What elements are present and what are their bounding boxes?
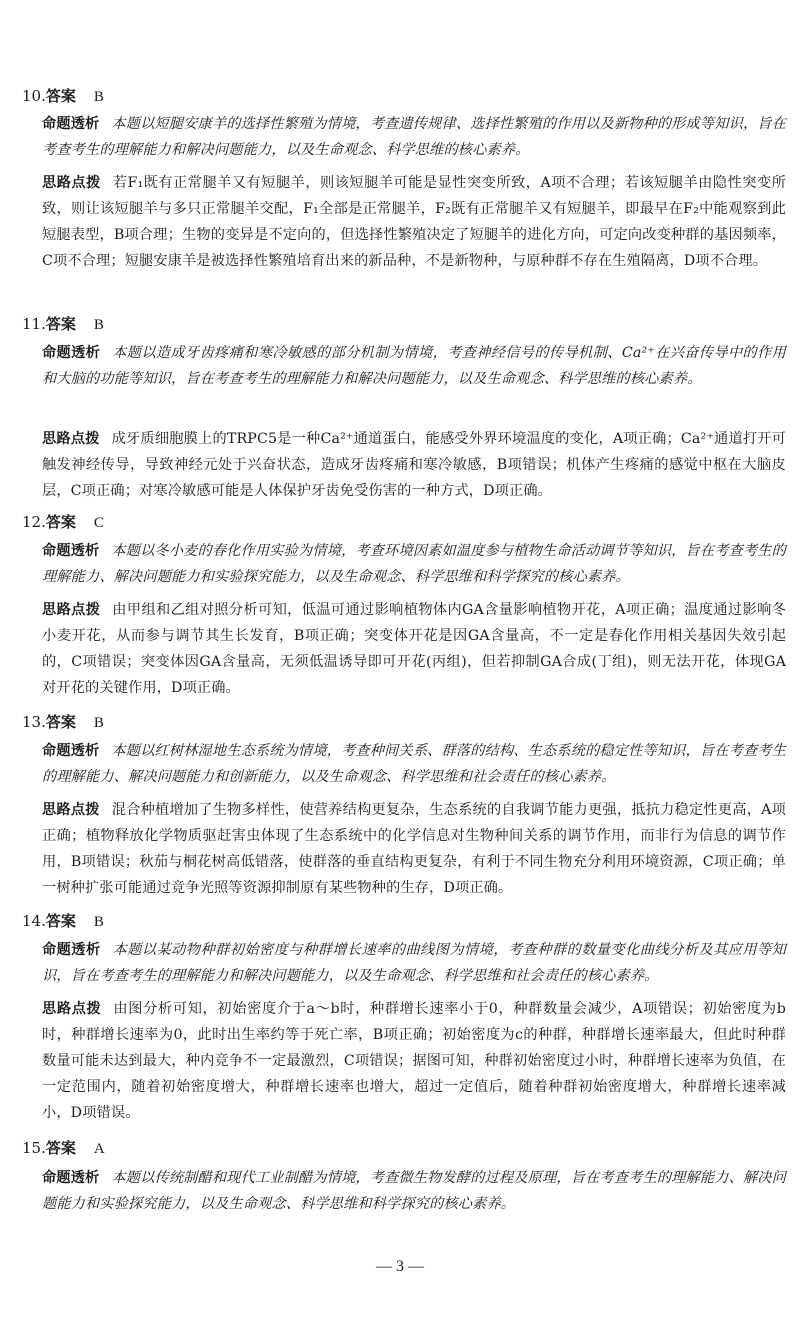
proposition-label: 命题透析 (42, 116, 100, 132)
proposition-analysis (42, 111, 786, 163)
proposition-text: 本题以红树林湿地生态系统为情境，考查种间关系、群落的结构、生态系统的稳定性等知识，旨在考查考生的理解能力、解决问题能力和创新能力，以及生命观念、科学思维和社会责任的核心素养。 (42, 743, 786, 785)
proposition-analysis (42, 1165, 786, 1217)
answer-line (22, 712, 104, 733)
solution-hint (42, 597, 786, 701)
answer-label: 答案 (45, 713, 76, 731)
answer-label: 答案 (45, 912, 76, 930)
question-number: 14. (22, 912, 46, 930)
proposition-text: 本题以造成牙齿疼痛和寒冷敏感的部分机制为情境，考查神经信号的传导机制、Ca²⁺在兴奋传导中的作用和大脑的功能等知识，旨在考查考生的理解能力和解决问题能力，以及生命观念、科学思维的核心素养。 (42, 345, 786, 387)
proposition-label: 命题透析 (42, 345, 101, 361)
question-number: 12. (22, 513, 46, 531)
answer-value: C (93, 515, 104, 531)
proposition-text: 本题以短腿安康羊的选择性繁殖为情境，考查遗传规律、选择性繁殖的作用以及新物种的形成等知识，旨在考查考生的理解能力和解决问题能力，以及生命观念、科学思维的核心素养。 (42, 116, 786, 158)
answer-line (22, 911, 104, 932)
answer-line (22, 512, 104, 533)
proposition-analysis (42, 340, 786, 392)
solution-label: 思路点拨 (42, 602, 101, 618)
proposition-label: 命题透析 (42, 1170, 100, 1186)
question-number: 15. (22, 1139, 46, 1157)
proposition-text: 本题以传统制醋和现代工业制醋为情境，考查微生物发酵的过程及原理，旨在考查考生的理解能力、解决问题能力和实验探究能力，以及生命观念、科学思维和科学探究的核心素养。 (42, 1170, 786, 1212)
answer-value: B (93, 89, 104, 105)
question-number: 11. (22, 315, 46, 333)
solution-label: 思路点拨 (42, 1001, 102, 1017)
solution-text: 混合种植增加了生物多样性，使营养结构更复杂，生态系统的自我调节能力更强，抵抗力稳定性更高，A项正确；植物释放化学物质驱赶害虫体现了生态系统中的化学信息对生物种间关系的调节作用，而非行为信息的调节作用，B项错误；秋茄与桐花树高低错落，使群落的垂直结构更复杂，有利于不同生物充分利用环境资源，C项正确；单一树种扩张可能通过竞争光照等资源抑制原有某些物种的生存，D项正确。 (42, 802, 786, 896)
page-number: — 3 — (376, 1258, 424, 1275)
proposition-label: 命题透析 (42, 942, 101, 958)
proposition-label: 命题透析 (42, 543, 100, 559)
proposition-text: 本题以某动物种群初始密度与种群增长速率的曲线图为情境，考查种群的数量变化曲线分析及其应用等知识，旨在考查考生的理解能力和解决问题能力，以及生命观念、科学思维和社会责任的核心素养。 (42, 942, 786, 984)
solution-text: 成牙质细胞膜上的TRPC5是一种Ca²⁺通道蛋白，能感受外界环境温度的变化，A项正确；Ca²⁺通道打开可触发神经传导，导致神经元处于兴奋状态，造成牙齿疼痛和寒冷敏感，B项错误；机体产生疼痛的感觉中枢在大脑皮层，C项正确；对寒冷敏感可能是人体保护牙齿免受伤害的一种方式，D项正确。 (42, 431, 786, 499)
answer-label: 答案 (45, 87, 76, 105)
proposition-text: 本题以冬小麦的春化作用实验为情境，考查环境因素如温度参与植物生命活动调节等知识，旨在考查考生的理解能力、解决问题能力和实验探究能力，以及生命观念、科学思维和科学探究的核心素养。 (42, 543, 786, 585)
solution-text: 由甲组和乙组对照分析可知，低温可通过影响植物体内GA含量影响植物开花，A项正确；温度通过影响冬小麦开花，从而参与调节其生长发育，B项正确；突变体开花是因GA含量高，不一定是春化作用相关基因失效引起的，C项错误；突变体因GA含量高，无须低温诱导即可开花(丙组)，但若抑制GA合成(丁组)，则无法开花，体现GA对开花的关键作用，D项正确。 (42, 602, 786, 696)
proposition-analysis (42, 538, 786, 590)
answer-label: 答案 (45, 315, 76, 333)
solution-text: 若F₁既有正常腿羊又有短腿羊，则该短腿羊可能是显性突变所致，A项不合理；若该短腿羊由隐性突变所致，则让该短腿羊与多只正常腿羊交配，F₁全部是正常腿羊，F₂既有正常腿羊又有短腿羊，即最早在F₂中能观察到此短腿表型，B项合理；生物的变异是不定向的，但选择性繁殖决定了短腿羊的进化方向，可定向改变种群的基因频率，C项不合理；短腿安康羊是被选择性繁殖培育出来的新品种，不是新物种，与原种群不存在生殖隔离，D项不合理。 (42, 175, 786, 269)
answer-line (22, 1138, 105, 1159)
solution-hint (42, 426, 786, 504)
solution-text: 由图分析可知，初始密度介于a～b时，种群增长速率小于0，种群数量会减少，A项错误；初始密度为b时，种群增长速率为0，此时出生率约等于死亡率，B项正确；初始密度为c的种群，种群增长速率最大，但此时种群数量可能未达到最大，种内竞争不一定最激烈，C项错误；据图可知，种群初始密度过小时，种群增长速率为负值，在一定范围内，随着初始密度增大，种群增长速率也增大，超过一定值后，随着种群初始密度增大，种群增长速率减小，D项错误。 (42, 1001, 786, 1121)
solution-label: 思路点拨 (42, 802, 100, 818)
answer-line (22, 86, 104, 107)
proposition-analysis (42, 937, 786, 989)
proposition-analysis (42, 738, 786, 790)
answer-value: B (93, 317, 104, 333)
answer-value: B (93, 715, 104, 731)
question-number: 13. (22, 713, 46, 731)
solution-hint (42, 996, 786, 1126)
question-number: 10. (22, 87, 46, 105)
proposition-label: 命题透析 (42, 743, 100, 759)
solution-hint (42, 797, 786, 901)
solution-hint (42, 170, 786, 274)
answer-label: 答案 (45, 513, 76, 531)
answer-line (22, 314, 104, 335)
answer-value: B (93, 914, 104, 930)
answer-value: A (93, 1141, 105, 1157)
answer-label: 答案 (45, 1139, 76, 1157)
solution-label: 思路点拨 (42, 431, 100, 447)
solution-label: 思路点拨 (42, 175, 101, 191)
